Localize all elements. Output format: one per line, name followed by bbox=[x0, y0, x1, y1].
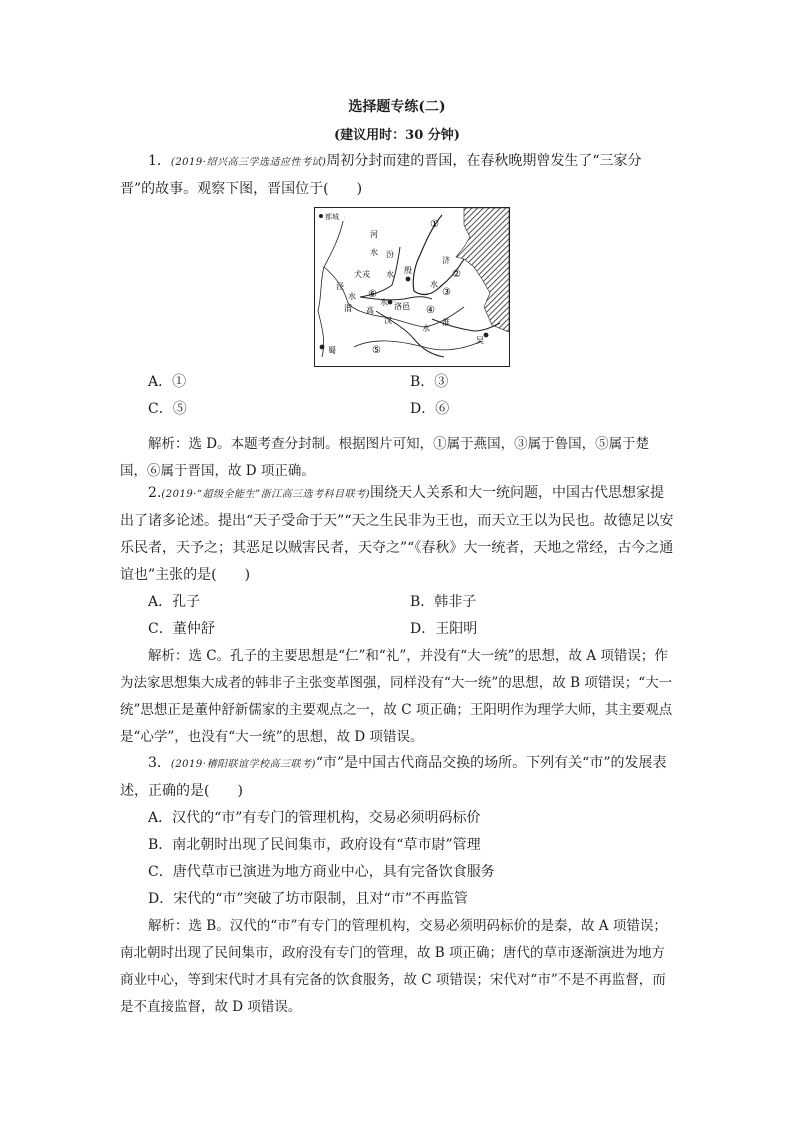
question-2-stem bbox=[120, 480, 676, 589]
map-label: 水 bbox=[430, 280, 438, 289]
question-3 bbox=[120, 750, 676, 1021]
map-label: 渭 bbox=[344, 304, 352, 313]
question-1-number: 1． bbox=[148, 153, 171, 169]
option-c[interactable]: C．唐代草市已演进为地方商业中心，具有完备饮食服务 bbox=[148, 864, 495, 880]
question-2-number: 2. bbox=[148, 485, 162, 501]
option-b[interactable]: B．南北朝时出现了民间集市，政府设有“草市尉”管理 bbox=[148, 837, 481, 853]
question-1-stem bbox=[120, 148, 676, 203]
map-label: 吴 bbox=[476, 336, 484, 345]
question-3-stem bbox=[120, 750, 676, 805]
map-label: 水 bbox=[422, 324, 430, 333]
map-label: 殷 bbox=[404, 266, 412, 275]
question-3-number: 3． bbox=[148, 755, 171, 771]
map-label: ③ bbox=[442, 287, 451, 298]
question-3-source: (2019·稽阳联谊学校高三联考) bbox=[170, 759, 316, 770]
option-d[interactable]: D．王阳明 bbox=[410, 621, 478, 637]
map-label: 洛邑 bbox=[394, 302, 410, 311]
map-label: ① bbox=[430, 219, 439, 230]
map-label: ④ bbox=[426, 305, 435, 316]
map-label: ② bbox=[452, 269, 461, 280]
map-legend: 都城 bbox=[325, 213, 339, 221]
option-d[interactable]: D．⑥ bbox=[410, 401, 450, 417]
map-label: ⑥ bbox=[368, 289, 377, 300]
page-subtitle: (建议用时：30 分钟) bbox=[334, 128, 460, 143]
question-1 bbox=[120, 148, 676, 203]
map-label: 犬戎 bbox=[354, 270, 370, 279]
question-2-text: 围绕天人关系和大一统问题，中国古代思想家提出了诸多论述。提出“天子受命于天”“天之生民非为王也，而天立王以为民也。故德足以安乐民者，天予之；其恶足以贼害民者，天夺之”“《春秋》大一统者，天地之常经，古今之通谊也”主张的是( ) bbox=[120, 485, 674, 583]
question-3-text: “市”是中国古代商品交换的场所。下列有关“市”的发展表述，正确的是( ) bbox=[120, 755, 667, 799]
map-label: 济 bbox=[442, 256, 450, 265]
option-c[interactable]: C．⑤ bbox=[148, 401, 187, 417]
option-b[interactable]: B．③ bbox=[410, 374, 449, 390]
map-label: 淮 bbox=[442, 318, 450, 327]
map-label: 水 bbox=[348, 292, 356, 301]
map-label: 河 bbox=[370, 230, 378, 239]
question-1-source: (2019·绍兴高三学选适应性考试) bbox=[170, 157, 327, 168]
option-c[interactable]: C．董仲舒 bbox=[148, 621, 215, 637]
map-label: 蜀 bbox=[328, 346, 336, 355]
question-2 bbox=[120, 480, 676, 751]
map-label: 泾 bbox=[336, 282, 344, 291]
question-2-source: (2019·“超级全能生”浙江高三选考科目联考) bbox=[161, 489, 371, 500]
page-title: 选择题专练(二) bbox=[348, 99, 446, 115]
map-label: 汾 bbox=[386, 250, 394, 259]
capital-marker-icon bbox=[319, 214, 323, 218]
capital-marker-icon bbox=[484, 333, 489, 338]
question-1-analysis: 解析：选 D。本题考查分封制。根据图片可知，①属于燕国，③属于鲁国，⑤属于楚国，⑥属于晋国，故 D 项正确。 bbox=[120, 436, 650, 479]
map-label: 水 bbox=[370, 248, 378, 257]
option-d[interactable]: D．宋代的“市”突破了坊市限制，且对“市”不再监管 bbox=[148, 891, 468, 907]
option-a[interactable]: A．孔子 bbox=[148, 594, 201, 610]
map-label: ⑤ bbox=[372, 345, 381, 356]
question-3-analysis: 解析：选 B。汉代的“市”有专门的管理机构，交易必须明码标价的是秦，故 A 项错误；南北朝时出现了民间集市，政府没有专门的管理，故 B 项正确；唐代的草市逐渐演进为地方商业中心，等到宋代时才具有完备的饮食服务，故 C 项错误；宋代对“市”不是不再监督，而是不直接监督，故 D 项错误。 bbox=[120, 918, 667, 1015]
map-label: 汉 bbox=[384, 316, 392, 325]
ancient-china-map bbox=[314, 207, 510, 367]
capital-marker-icon bbox=[320, 345, 325, 350]
option-a[interactable]: A．汉代的“市”有专门的管理机构，交易必须明码标价 bbox=[148, 810, 481, 826]
map-label: 水 bbox=[380, 298, 388, 307]
capital-marker-icon bbox=[406, 277, 411, 282]
option-b[interactable]: B．韩非子 bbox=[410, 594, 477, 610]
map-label: 高 bbox=[366, 306, 374, 315]
option-a[interactable]: A．① bbox=[148, 374, 187, 390]
question-1-options bbox=[120, 369, 676, 485]
question-2-analysis: 解析：选 C。孔子的主要思想是“仁”和“礼”，并没有“大一统”的思想，故 A 项错误；作为法家思想集大成者的韩非子主张变革图强，同样没有“大一统”的思想，故 B 项错误；“大一统”思想正是董仲舒新儒家的主要观点之一，故 C 项正确；王阳明作为理学大师，其主要观点是“心学”，也没有“大一统”的思想，故 D 项错误。 bbox=[120, 648, 673, 745]
question-1-text: 周初分封而建的晋国，在春秋晚期曾发生了“三家分晋”的故事。观察下图，晋国位于( ) bbox=[120, 153, 642, 197]
map-label: 水 bbox=[386, 270, 394, 279]
capital-marker-icon bbox=[388, 300, 393, 305]
